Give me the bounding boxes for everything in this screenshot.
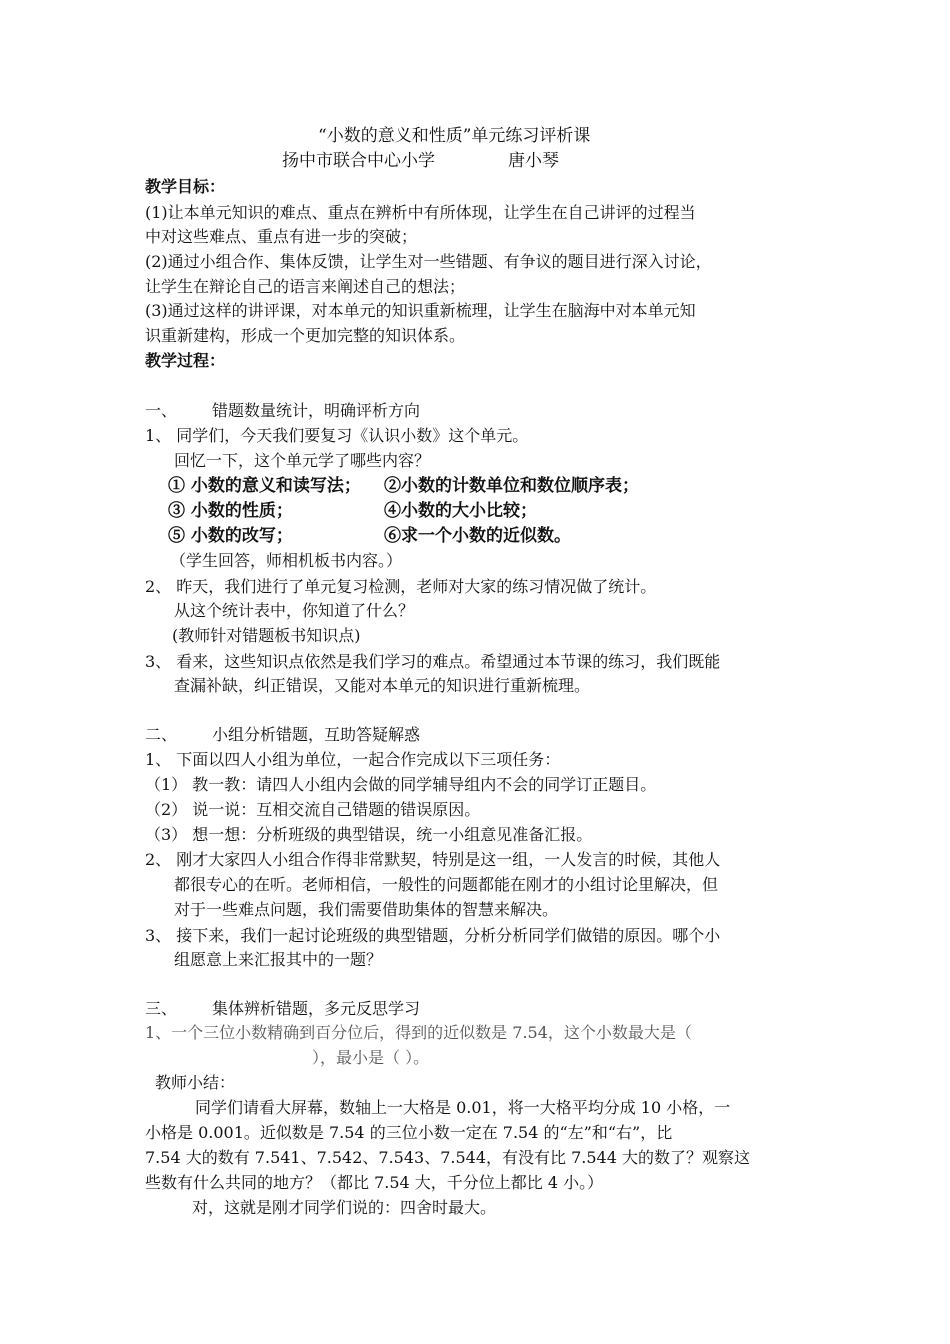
task-item: （3） 想一想：分析班级的典型错误，统一小组意见准备汇报。 [145, 825, 593, 844]
summary-line: 小格是 0.001。近似数是 7.54 的三位小数一定在 7.54 的“左”和“右”，比 [145, 1123, 673, 1142]
section2-item3a: 3、 接下来，我们一起讨论班级的典型错题，分析分析同学们做错的原因。哪个小 [145, 926, 721, 945]
section1-title: 错题数量统计，明确评析方向 [212, 401, 421, 420]
section2-title: 小组分析错题，互助答疑解惑 [212, 725, 421, 744]
content-item: ⑤ 小数的改写； [168, 526, 293, 546]
section1-note2: (教师针对错题板书知识点) [172, 626, 361, 645]
objective-line: (2)通过小组合作、集体反馈，让学生对一些错题、有争议的题目进行深入讨论， [145, 252, 712, 271]
objective-line: 识重新建构，形成一个更加完整的知识体系。 [145, 326, 466, 345]
content-item: ②小数的计数单位和数位顺序表； [384, 476, 639, 496]
content-item: ③ 小数的性质； [168, 501, 293, 521]
section2-item1: 1、 下面以四人小组为单位，一起合作完成以下三项任务： [145, 750, 561, 769]
content-item: ① 小数的意义和读写法； [168, 476, 361, 496]
section1-item2: 2、 昨天，我们进行了单元复习检测，老师对大家的练习情况做了统计。 [145, 577, 657, 596]
summary-line: 对，这就是刚才同学们说的：四舍时最大。 [192, 1198, 497, 1217]
process-heading: 教学过程： [145, 351, 226, 370]
school-name: 扬中市联合中心小学 [282, 151, 435, 171]
objective-line: 中对这些难点、重点有进一步的突破； [145, 227, 418, 246]
summary-line: 些数有什么共同的地方？（都比 7.54 大，千分位上都比 4 小。） [145, 1173, 604, 1192]
summary-label: 教师小结： [155, 1073, 236, 1092]
summary-line: 7.54 大的数有 7.541、7.542、7.543、7.544，有没有比 7.544 大的数了？观察这 [145, 1148, 750, 1167]
section3-title: 集体辨析错题，多元反思学习 [212, 999, 421, 1018]
document-title: “小数的意义和性质”单元练习评析课 [318, 126, 591, 146]
section2-item2a: 2、 刚才大家四人小组合作得非常默契，特别是这一组，一人发言的时候，其他人 [145, 850, 721, 869]
objective-line: (1)让本单元知识的难点、重点在辨析中有所体现，让学生在自己讲评的过程当 [145, 203, 696, 222]
section2-item2b: 都很专心的在听。老师相信，一般性的问题都能在刚才的小组讨论里解决，但 [174, 875, 719, 894]
author-name: 唐小琴 [508, 151, 559, 171]
summary-line: 同学们请看大屏幕，数轴上一大格是 0.01，将一大格平均分成 10 小格，一 [195, 1098, 731, 1117]
section1-item3a: 3、 看来，这些知识点依然是我们学习的难点。希望通过本节课的练习，我们既能 [145, 652, 721, 671]
objective-line: 让学生在辩论自己的语言来阐述自己的想法； [145, 277, 466, 296]
task-item: （1） 教一教：请四人小组内会做的同学辅导组内不会的同学订正题目。 [145, 775, 657, 794]
section1-item1: 1、 同学们，今天我们要复习《认识小数》这个单元。 [145, 426, 529, 445]
section2-item2c: 对于一些难点问题，我们需要借助集体的智慧来解决。 [174, 900, 559, 919]
section2-item3b: 组愿意上来汇报其中的一题？ [174, 950, 383, 969]
section3-number: 三、 [145, 999, 178, 1018]
section1-number: 一、 [145, 401, 178, 420]
section1-item3b: 查漏补缺，纠正错误，又能对本单元的知识进行重新梳理。 [174, 676, 591, 695]
section1-note1: （学生回答，师相机板书内容。） [170, 551, 403, 570]
content-item: ④小数的大小比较； [384, 501, 537, 521]
question1-line1: 1、一个三位小数精确到百分位后，得到的近似数是 7.54，这个小数最大是（ [145, 1023, 692, 1042]
task-item: （2） 说一说：互相交流自己错题的错误原因。 [145, 800, 481, 819]
section1-item2b: 从这个统计表中，你知道了什么？ [174, 601, 415, 620]
objectives-heading: 教学目标： [145, 177, 226, 196]
content-item: ⑥求一个小数的近似数。 [384, 526, 571, 546]
section2-number: 二、 [145, 725, 178, 744]
section1-recall: 回忆一下，这个单元学了哪些内容？ [174, 451, 431, 470]
question1-line2: ），最小是（ ）。 [312, 1048, 430, 1067]
objective-line: (3)通过这样的讲评课，对本单元的知识重新梳理，让学生在脑海中对本单元知 [145, 301, 696, 320]
